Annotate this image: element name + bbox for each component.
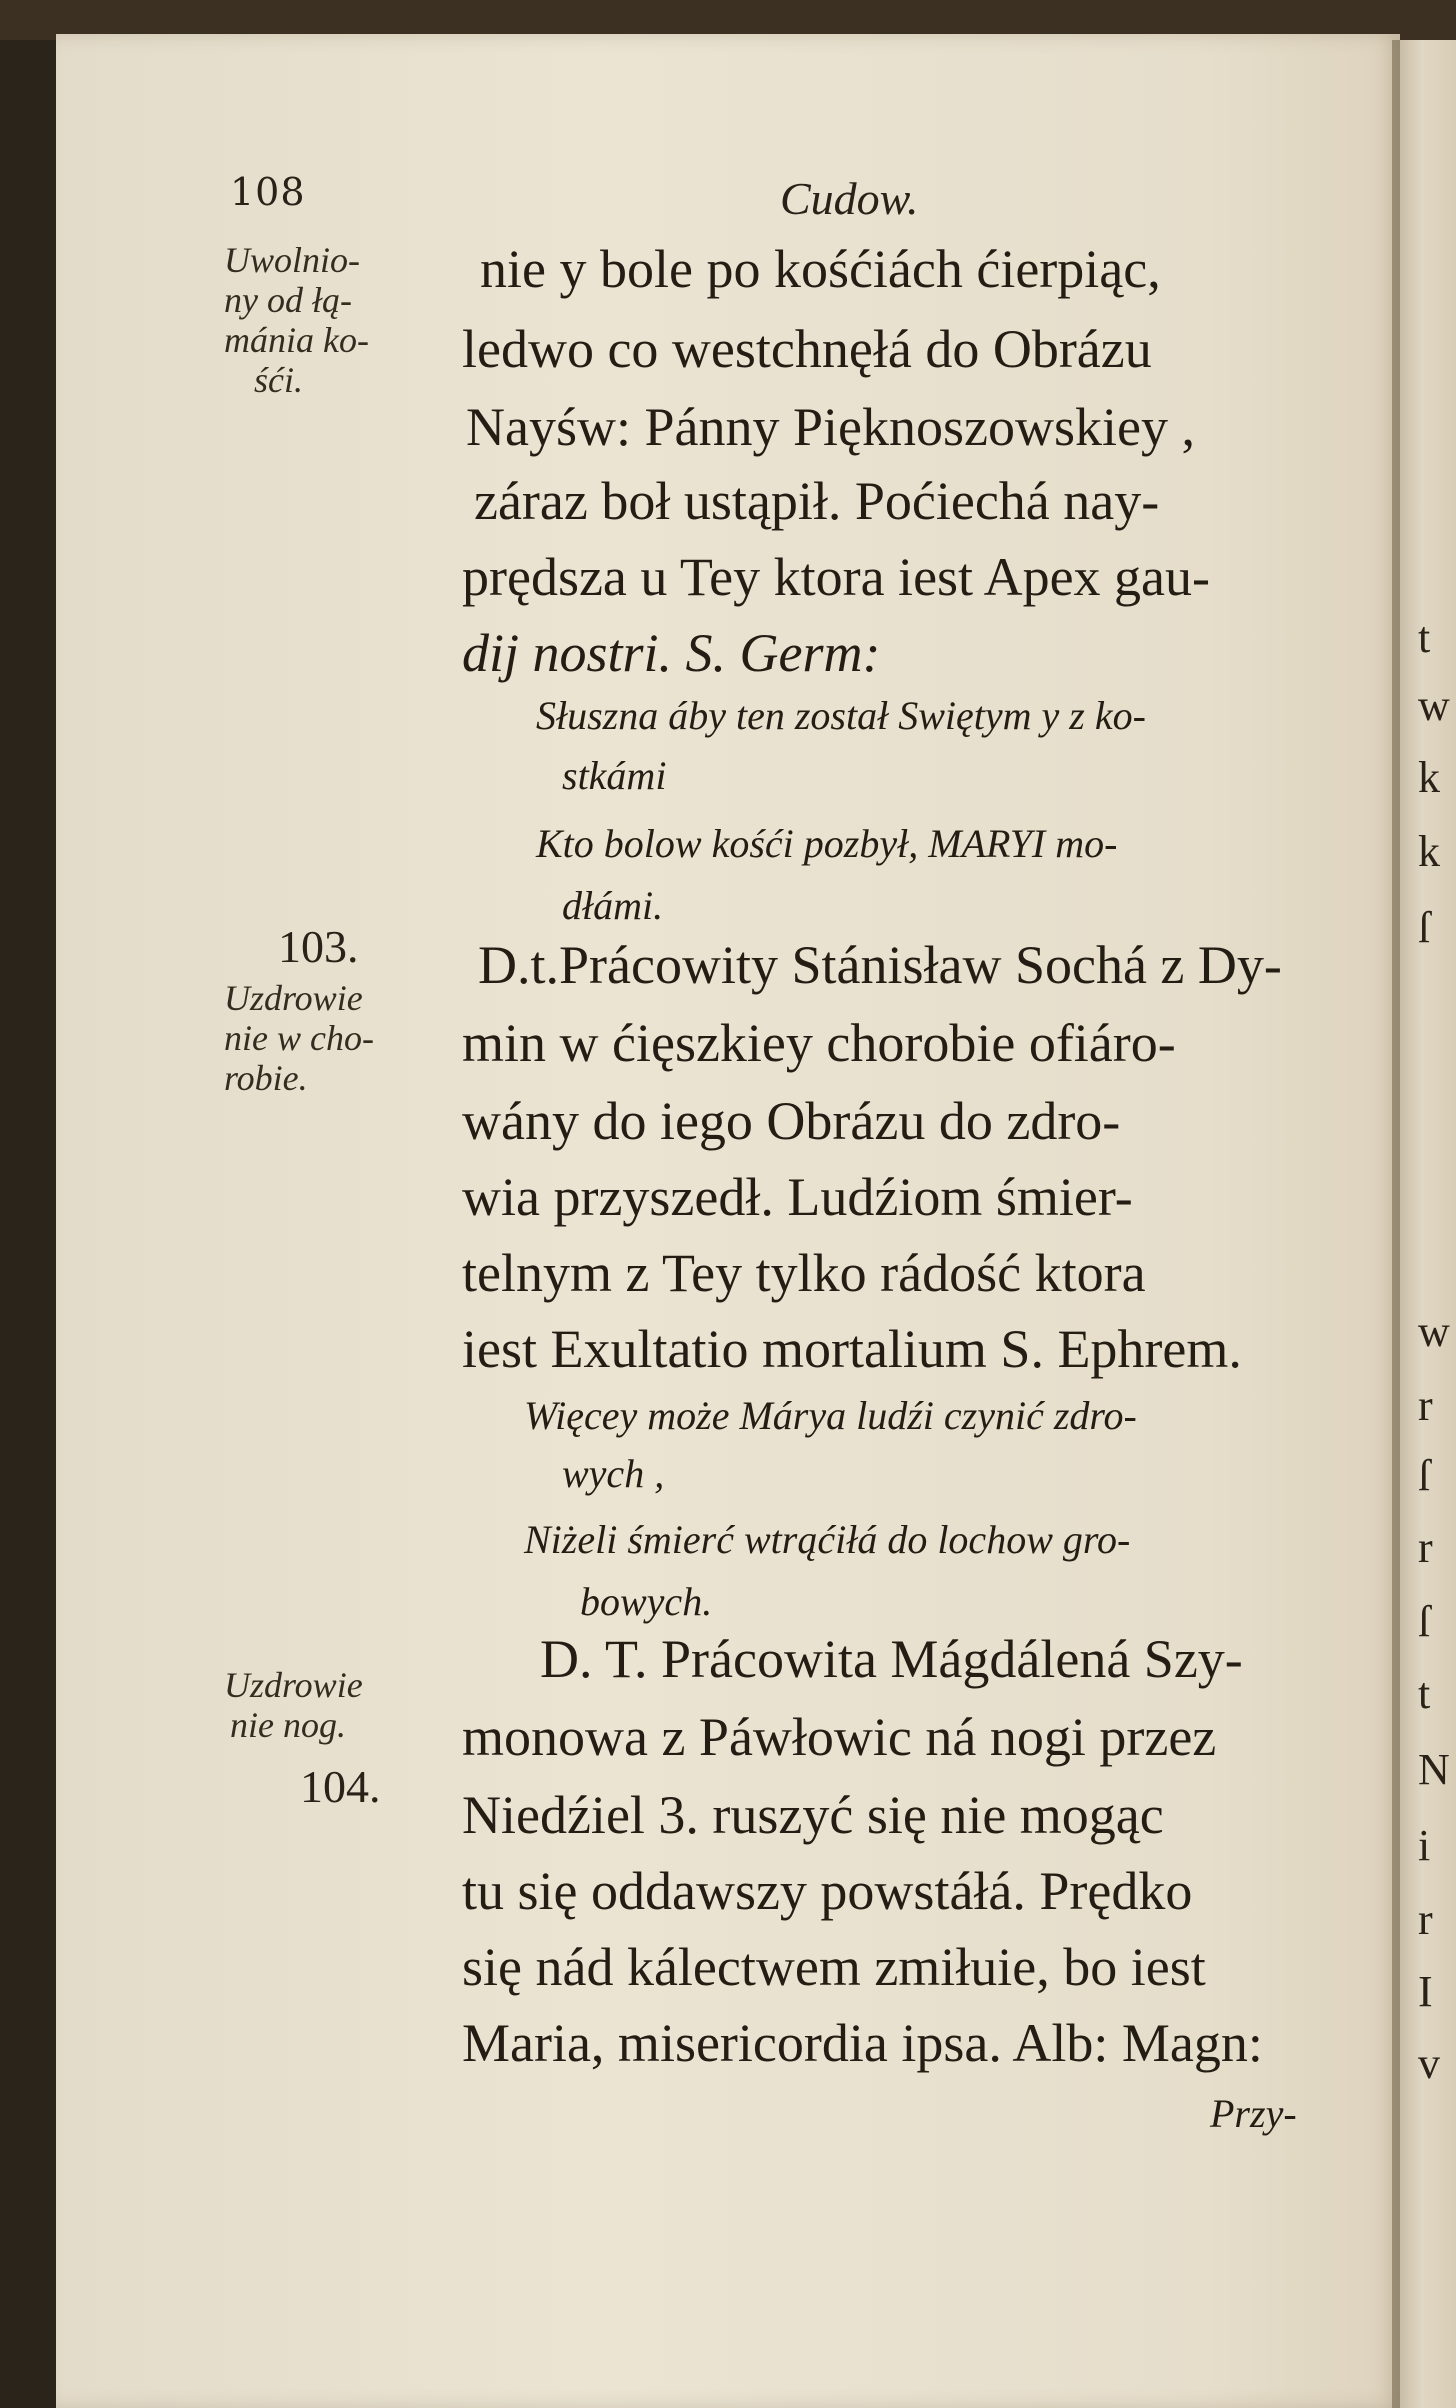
body-line: D. T. Prácowita Mágdálená Szy- (540, 1629, 1243, 1689)
body-line: dij nostri. S. Germ: (462, 623, 881, 683)
body-line: Maria, misericordia ipsa. Alb: Magn: (462, 2013, 1263, 2073)
page-spine (1392, 40, 1400, 2408)
body-line: wány do iego Obrázu do zdro- (462, 1091, 1121, 1151)
edge-letter: t (1418, 1669, 1431, 1718)
body-line: Niedźiel 3. ruszyć się nie mogąc (462, 1785, 1164, 1845)
body-line: Nayśw: Pánny Pięknoszowskiey , (466, 397, 1195, 457)
marginal-line: śći. (254, 360, 303, 400)
marginal-line: ny od łą- (224, 280, 352, 320)
marginal-note-2 (224, 978, 374, 1098)
verse-line: Niżeli śmierć wtrąćiłá do lochow gro- (524, 1517, 1131, 1562)
entry-number-103: 103. (278, 921, 359, 972)
edge-letter: t (1418, 613, 1431, 662)
body-line: nie y bole po kośćiách ćierpiąc, (480, 239, 1161, 299)
marginal-line: Uwolnio- (224, 240, 361, 280)
verse-line: Kto bolow kośći pozbył, MARYI mo- (536, 821, 1118, 866)
marginal-note-1 (224, 240, 369, 400)
edge-letter: N (1418, 1745, 1450, 1794)
body-line: się nád kálectwem zmiłuie, bo iest (462, 1937, 1206, 1997)
verse-line: Słuszna áby ten został Swiętym y z ko- (536, 693, 1146, 738)
marginal-line: nie w cho- (224, 1018, 374, 1058)
edge-letter: r (1418, 1895, 1433, 1944)
verse-line: wych , (562, 1451, 665, 1496)
edge-letter: I (1418, 1967, 1433, 2016)
edge-letter: k (1418, 827, 1440, 876)
body-line: záraz boł ustąpił. Poćiechá nay- (474, 471, 1160, 531)
body-line: ledwo co westchnęłá do Obrázu (462, 319, 1152, 379)
catchword: Przy- (1210, 2091, 1297, 2136)
edge-letter: r (1418, 1381, 1433, 1430)
edge-letter: v (1418, 2039, 1440, 2088)
verse-line: bowych. (580, 1579, 713, 1624)
edge-letter: k (1418, 753, 1440, 802)
edge-letter: ſ (1418, 1451, 1431, 1500)
body-line: monowa z Páwłowic ná nogi przez (462, 1707, 1217, 1767)
edge-letter: i (1418, 1821, 1431, 1870)
verse-line: stkámi (562, 753, 667, 798)
scan-border-left (0, 0, 56, 2408)
verse-line: dłámi. (562, 883, 664, 928)
running-header: Cudow. (780, 173, 919, 224)
marginal-line: Uzdrowie (224, 1665, 363, 1705)
body-line: D.t.Prácowity Stánisław Sochá z Dy- (478, 935, 1282, 995)
body-line: prędsza u Tey ktora iest Apex gau- (462, 547, 1210, 607)
edge-letter: r (1418, 1523, 1433, 1572)
marginal-note-3 (224, 1665, 363, 1745)
marginal-line: mánia ko- (224, 320, 369, 360)
body-line: min w ćięszkiey chorobie ofiáro- (462, 1013, 1176, 1073)
marginal-line: Uzdrowie (224, 978, 363, 1018)
body-line: tu się oddawszy powstáłá. Prędko (462, 1861, 1193, 1921)
body-line: telnym z Tey tylko rádość ktora (462, 1243, 1146, 1303)
body-line: iest Exultatio mortalium S. Ephrem. (462, 1319, 1242, 1379)
page-number: 108 (230, 170, 306, 214)
edge-letter: w (1418, 681, 1450, 730)
entry-number-104: 104. (300, 1761, 381, 1812)
marginal-line: robie. (224, 1058, 308, 1098)
edge-letter: w (1418, 1307, 1450, 1356)
edge-letter: ſ (1418, 903, 1431, 952)
marginal-line: nie nog. (230, 1705, 346, 1745)
body-line: wia przyszedł. Ludźiom śmier- (462, 1167, 1133, 1227)
verse-line: Więcey może Márya ludźi czynić zdro- (524, 1393, 1137, 1438)
edge-letter: ſ (1418, 1597, 1431, 1646)
